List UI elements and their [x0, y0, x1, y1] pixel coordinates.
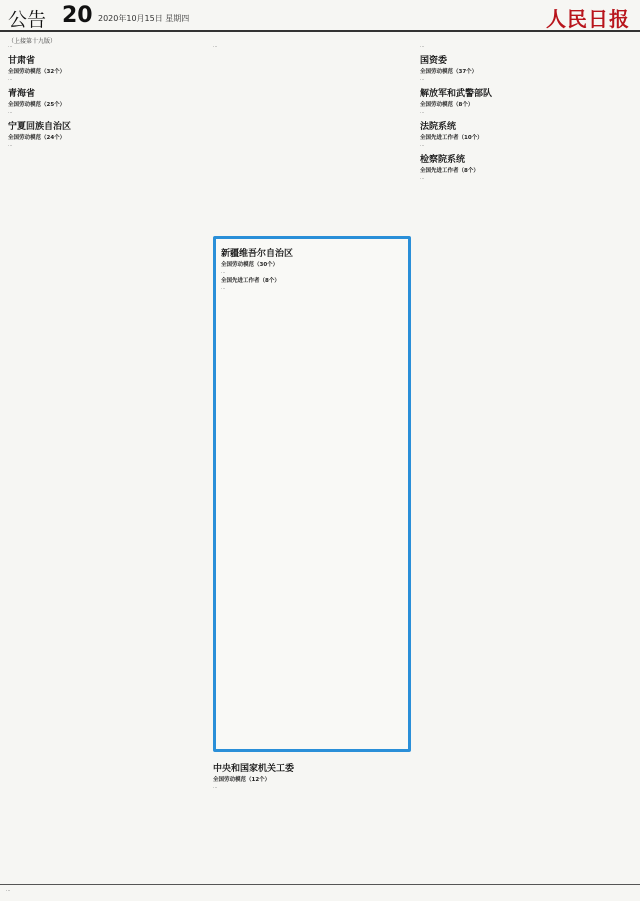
category-subheading: 全国先进工作者（8个）	[420, 168, 479, 175]
honoree-affiliation: …	[8, 110, 13, 116]
category-subheading: 全国先进工作者（8个）	[221, 278, 280, 285]
honoree-entry	[420, 77, 632, 83]
category-subheading: 全国先进工作者（10个）	[420, 135, 483, 142]
honoree-affiliation: …	[420, 44, 425, 49]
honoree-entry	[8, 110, 204, 116]
page-number: 20	[62, 3, 93, 28]
honoree-affiliation: …	[420, 110, 425, 116]
column-left	[8, 44, 204, 880]
category-subheading: 全国劳动模范（25个）	[8, 102, 66, 109]
continued-note: （上接第十九版）	[8, 38, 57, 45]
region-heading: 青海省	[8, 89, 36, 100]
region-heading: 检察院系统	[420, 155, 466, 166]
region-heading: 解放军和武警部队	[420, 89, 493, 100]
category-subheading: 全国劳动模范（24个）	[8, 135, 66, 142]
region-heading: 国资委	[420, 56, 448, 67]
honoree-affiliation: …	[213, 44, 218, 49]
honoree-entry	[213, 785, 411, 791]
category-subheading: 全国劳动模范（37个）	[420, 69, 478, 76]
region-heading: 宁夏回族自治区	[8, 122, 72, 133]
section-name: 公告	[8, 9, 47, 31]
category-subheading: 全国劳动模范（30个）	[221, 262, 279, 268]
honoree-entry	[420, 110, 632, 116]
honoree-entry	[420, 176, 632, 182]
honoree-entry	[221, 270, 407, 276]
category-subheading: 全国劳动模范（32个）	[8, 69, 66, 76]
honoree-entry	[420, 143, 632, 149]
column-middle-top	[213, 44, 411, 232]
newspaper-logo: 人民日报	[546, 7, 630, 31]
publication-date: 2020年10月15日 星期四	[98, 14, 190, 23]
masthead	[0, 0, 640, 32]
honoree-affiliation: …	[8, 77, 13, 83]
honoree-affiliation: …	[420, 77, 425, 83]
highlighted-region-box	[213, 236, 411, 752]
column-middle-bottom	[213, 758, 411, 880]
honoree-entry	[8, 143, 204, 149]
honoree-entry	[213, 44, 411, 50]
region-heading: 新疆维吾尔自治区	[221, 249, 294, 259]
region-heading: 法院系统	[420, 122, 457, 133]
category-subheading: 全国劳动模范（8个）	[420, 102, 474, 109]
footer: …	[0, 884, 640, 901]
honoree-entry	[8, 77, 204, 83]
category-subheading: 全国劳动模范（12个）	[213, 777, 271, 783]
region-heading: 甘肃省	[8, 56, 36, 67]
region-heading: 中央和国家机关工委	[213, 764, 295, 774]
honoree-affiliation: …	[221, 286, 226, 292]
honoree-entry	[8, 44, 204, 50]
honoree-affiliation: …	[8, 44, 13, 49]
honoree-entry	[221, 286, 407, 292]
column-right	[420, 44, 632, 880]
honoree-affiliation: …	[420, 143, 425, 149]
honoree-affiliation: …	[420, 176, 425, 182]
honoree-entry	[420, 44, 632, 50]
honoree-affiliation: …	[8, 143, 13, 149]
honoree-affiliation: …	[213, 785, 218, 790]
honoree-affiliation: …	[221, 270, 226, 275]
highlighted-region-list	[221, 243, 407, 749]
